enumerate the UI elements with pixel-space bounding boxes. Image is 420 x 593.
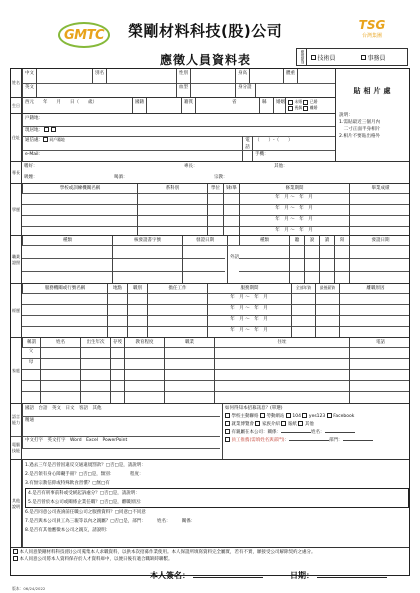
section-label-language: 語言能力 (11, 404, 22, 436)
section-label-family: 家庭 (11, 338, 22, 404)
id-number-label: 身分證 (235, 83, 255, 97)
document-version: 版本：06/24/2022 (12, 586, 46, 591)
category-label: 應徵類別 (297, 49, 307, 65)
lang-header-speak: 說 (304, 236, 319, 245)
checkbox-icon[interactable] (225, 437, 230, 442)
weight-field[interactable] (297, 69, 335, 83)
section-label-other: 其他說明 (11, 460, 22, 548)
lang-header-type: 種類 (239, 236, 289, 245)
checkbox-icon[interactable] (311, 55, 316, 60)
exp-period-field[interactable]: 年 月 ～ 年 月 (230, 295, 268, 300)
family-header-phone: 電話 (349, 338, 411, 347)
edu-header-status: 肄/畢 (223, 184, 239, 193)
edu-header-period: 修業期間 (239, 184, 349, 193)
nationality-field[interactable] (146, 98, 181, 113)
native-place-field[interactable]: 省 (195, 98, 259, 113)
question-relatives[interactable]: 7.是否與本公司員工為三親等以內之親屬？□否□是，部門： 姓名： 關係： (25, 519, 196, 524)
checkbox-icon[interactable] (51, 127, 56, 132)
family-header-relation: 稱謂 (22, 338, 40, 347)
alias-field[interactable] (106, 69, 176, 83)
language-levels[interactable]: 精通 (22, 416, 222, 436)
checkbox-icon[interactable] (281, 421, 286, 426)
exp-header-salary: 最後薪資 (315, 284, 339, 293)
county-label: 縣 (259, 98, 273, 113)
section-label-skills: 專長 (11, 162, 22, 184)
checkbox-icon[interactable] (288, 106, 293, 111)
photo-note: 2.相片不要貼出格外 (339, 134, 381, 139)
other-skill-field[interactable]: 其他： (274, 164, 288, 169)
lang-header-date: 發證日期 (349, 236, 411, 245)
section-label-computer: 電腦技能 (11, 436, 22, 460)
marital-label: 婚姻 (273, 98, 285, 113)
phone-field[interactable]: （ ）-（ ） (252, 136, 335, 150)
checkbox-icon[interactable] (286, 413, 291, 418)
current-address-field[interactable]: 現居地： (22, 126, 335, 136)
education-section (11, 183, 409, 235)
checkbox-icon[interactable] (255, 421, 260, 426)
license-header-date: 發證日期 (182, 236, 227, 245)
family-header-education: 教育程度 (124, 338, 164, 347)
section-label-experience: 經歷 (11, 284, 22, 338)
question-former-employee[interactable]: 5.是否曾於本公司或關係企業任職？□否□是，離職原因： (28, 500, 145, 505)
date-field[interactable]: 日期： (290, 570, 387, 581)
family-header-birth: 出生年次 (80, 338, 110, 347)
lang-header-listen: 聽 (289, 236, 304, 245)
phone-label: 電話 (242, 136, 252, 162)
gmtc-logo: GMTC (58, 22, 110, 48)
exp-header-title: 職別 (127, 284, 147, 293)
edu-period-field[interactable]: 年 月 ～ 年 月 (275, 217, 313, 222)
signature-field[interactable]: 本人簽名： (150, 570, 263, 581)
family-member-mother: 母 (28, 360, 34, 365)
major-field[interactable]: 專長： (184, 164, 198, 169)
height-label: 身高 (235, 69, 249, 83)
language-items: 國語 台語 英文 日文 客語 其他 (22, 404, 222, 416)
checkbox-icon[interactable] (298, 421, 303, 426)
alias-label: 別名 (92, 69, 106, 83)
checkbox-icon[interactable] (43, 137, 48, 142)
other-section (11, 459, 409, 547)
job-category-box (296, 48, 408, 66)
recruit-source-title: 如何得知本招募訊息？(單選) (225, 406, 283, 411)
edu-period-field[interactable]: 年 月 ～ 年 月 (275, 195, 313, 200)
marital-options[interactable]: 未婚 已婚 喪偶 離婚 (285, 98, 335, 113)
checkbox-icon[interactable] (302, 413, 307, 418)
computer-items: 中文打字 英文打字 Word Excel PowerPoint (22, 436, 222, 448)
nationality-label: 國籍 (132, 98, 146, 113)
family-header-alive: 存歿 (110, 338, 124, 347)
checkbox-icon[interactable] (225, 421, 230, 426)
height-field[interactable] (249, 69, 283, 83)
exp-header-period: 服務期間 (207, 284, 291, 293)
lang-header-read: 讀 (319, 236, 334, 245)
photo-note: 二寸正面半身相片 (339, 127, 381, 132)
question-reference-check[interactable]: 6.是否同意公司查詢前任職公司之服務資料？□同意□不同意 (25, 510, 146, 515)
consent-collect: 本人同意榮剛材料科技(股)公司蒐集本人求職資料，以供本次招募作業使用。本人保證所填寫資料完全屬實，若有不實，願接受公司解除契約之處分。 (19, 550, 316, 555)
license-section (11, 235, 409, 283)
weight-label: 體重 (283, 69, 297, 83)
photo-note: 1.需貼最近三個月內 (339, 120, 381, 125)
exp-header-duty: 擔任工作 (147, 284, 207, 293)
checkbox-icon[interactable] (225, 429, 230, 434)
lang-header-write: 寫 (334, 236, 349, 245)
blood-type-field[interactable] (190, 83, 235, 97)
recruit-source-box: 如何得知本招募訊息？(單選) 學校主動聯絡 勞動網站 104 yes123 Facebook 就業博覽會 家族介紹 報紙 其他 有親屬在本公司：關係： 姓名： 員工推薦(需填姓名與部門)： 部門： (222, 404, 411, 460)
skills-section (11, 161, 409, 183)
checkbox-icon[interactable] (44, 127, 49, 132)
other-questions (22, 460, 411, 548)
blood-type-label: 血型 (176, 83, 190, 97)
gender-field[interactable] (190, 69, 235, 83)
section-label-name: 姓名 (11, 69, 22, 97)
language-section (11, 403, 409, 459)
native-place-label: 籍貫 (181, 98, 195, 113)
tsg-logo: TSG 台灣集團 (358, 18, 386, 39)
family-header-job: 職業 (164, 338, 214, 347)
birth-row (11, 97, 335, 113)
checkbox-icon[interactable] (303, 106, 308, 111)
checkbox-icon[interactable] (225, 413, 230, 418)
exp-header-company: 服務機關或行號名稱 (22, 284, 107, 293)
hobby-field[interactable]: 嗜好： (24, 164, 38, 169)
form-title: 應徵人員資料表 (160, 53, 252, 67)
edu-header-school: 學校或訓練機關名稱 (22, 184, 137, 193)
question-religion-diet[interactable]: 3.有無宗教信仰或特殊飲食習慣？□無□有 (25, 481, 110, 486)
checkbox-icon[interactable] (303, 100, 308, 105)
checkbox-icon[interactable] (13, 549, 18, 554)
consent-talent-pool: 本人同意公司將本人資料保存於人才資料庫中，以便日後有適合職缺時聯繫。 (19, 557, 173, 562)
exp-header-location: 地點 (107, 284, 127, 293)
checkbox-icon[interactable] (361, 55, 366, 60)
photo-note: 說明： (339, 113, 353, 118)
chinese-name-field[interactable] (36, 69, 92, 83)
edu-period-field[interactable]: 年 月 ～ 年 月 (275, 206, 313, 211)
license-header-number: 核發證書字號 (112, 236, 182, 245)
checkbox-icon[interactable] (260, 413, 265, 418)
checkbox-icon[interactable] (288, 100, 293, 105)
edu-header-degree: 學位 (207, 184, 223, 193)
gender-label: 性別 (176, 69, 190, 83)
birth-label: 生日 (11, 98, 22, 114)
exp-period-field[interactable]: 年 月 ～ 年 月 (230, 306, 268, 311)
category-option-technician[interactable]: 技術員 (307, 49, 357, 65)
question-disability[interactable]: 2.是否領有身心障礙手冊？□否□是，類別： 程度： (25, 472, 144, 477)
chinese-name-label: 中文 (22, 69, 36, 83)
checkbox-icon[interactable] (327, 413, 332, 418)
exp-header-reason: 離職原因 (339, 284, 411, 293)
family-section (11, 337, 409, 403)
edu-header-department: 系科別 (137, 184, 207, 193)
family-member-father: 父 (28, 349, 34, 354)
photo-title: 貼相片處 (353, 87, 394, 95)
family-header-name: 姓名 (40, 338, 80, 347)
edu-header-grade: 畢業成績 (349, 184, 411, 193)
household-address-field[interactable]: 戶籍地： (22, 114, 335, 126)
id-number-field[interactable] (255, 83, 335, 97)
company-name: 榮剛材料科技(股)公司 (128, 22, 283, 40)
question-criminal[interactable]: 4.是否有刑事前科或受緩起訴處分？□否□是，請說明： (28, 491, 140, 496)
experience-section (11, 283, 409, 337)
section-label-license: 職業證照 (11, 236, 22, 284)
english-name-label: 英文 (22, 83, 36, 97)
foreign-lang-label: 外語 (227, 236, 239, 284)
religion-field[interactable]: 宗教： (214, 175, 228, 180)
exp-period-field[interactable]: 年 月 ～ 年 月 (230, 317, 268, 322)
exp-period-field[interactable]: 年 月 ～ 年 月 (230, 328, 268, 333)
license-header-type: 種類 (22, 236, 112, 245)
exp-header-seniority: 全部年資 (291, 284, 315, 293)
smoke-field[interactable]: 吸煙： (24, 175, 38, 180)
mail-address-field[interactable]: 通信處： 同戶籍地 (22, 136, 242, 150)
section-label-education: 學歷 (11, 184, 22, 236)
drink-field[interactable]: 喝酒： (114, 175, 128, 180)
section-label-address: 住址 (11, 114, 22, 162)
category-option-clerk[interactable]: 事務員 (357, 49, 407, 65)
family-header-address: 住址 (214, 338, 349, 347)
email-field[interactable]: e-Mail： (22, 150, 242, 162)
question-traffic[interactable]: 1.過去三年是否曾因違反交通違規罰款？□否□是，請說明： (25, 463, 146, 468)
checkbox-icon[interactable] (13, 556, 18, 561)
address-section (11, 113, 335, 161)
question-other-applicants[interactable]: 8.是否有其他應徵本公司之親友，請說明： (25, 528, 111, 533)
english-name-field[interactable] (36, 83, 176, 97)
edu-period-field[interactable]: 年 月 ～ 年 月 (275, 228, 313, 233)
photo-area[interactable] (335, 69, 411, 161)
birth-date-field[interactable]: 西元 年 月 日（ 歲） (22, 98, 132, 113)
mobile-field[interactable]: 手機： (252, 150, 335, 162)
application-form (10, 68, 410, 576)
